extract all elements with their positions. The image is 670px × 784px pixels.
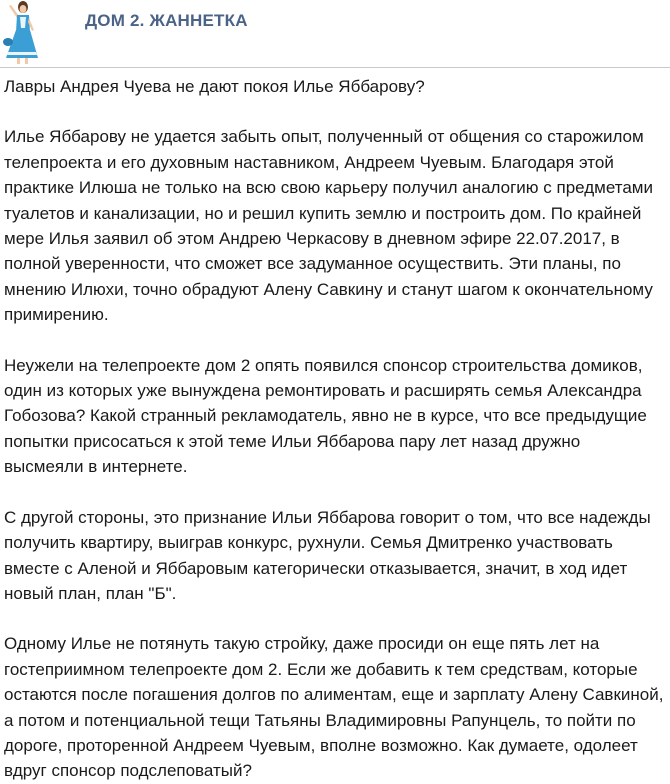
article-paragraph: Илье Яббарову не удается забыть опыт, полученный от общения со старожилом телепроекта и его духовным наставником, Андреем Чуевым. Благодаря этой практике Илюша не только на всю свою карьеру получил аналогию с предметами туалетов и канализации, но и решил купить землю и построить дом. По крайней мере Илья заявил об этом Андрею Черкасову в дневном эфире 22.07.2017, в полной уверенности, что сможет все задуманное осуществить. Эти планы, по мнению Илюхи, точно обрадуют Алену Савкину и станут шагом к окончательному примирению. [4, 127, 653, 325]
article-lead: Лавры Андрея Чуева не дают покоя Илье Яббарову? [4, 77, 425, 96]
article-paragraph: Неужели на телепроекте дом 2 опять появился спонсор строительства домиков, один из которых уже вынуждена ремонтировать и расширять семья Александра Гобозова? Какой странный рекламодатель, явно не в курсе, что все предыдущие попытки присосаться к этой теме Ильи Яббарова пару лет назад дружно высмеяли в интернете. [4, 355, 647, 477]
article-body [0, 74, 670, 784]
page-header [0, 0, 670, 70]
article-paragraph: С другой стороны, это признание Ильи Яббарова говорит о том, что все надежды получить квартиру, выиграв конкурс, рухнули. Семья Дмитренко участвовать вместе с Аленой и Яббаровым категорически отказывается, значит, в ход идет новый план, план "Б". [4, 507, 651, 603]
woman-in-blue-dress-icon [0, 0, 44, 64]
site-title[interactable]: ДОМ 2. ЖАННЕТКА [85, 11, 248, 30]
article-paragraph: Одному Илье не потянуть такую стройку, даже просиди он еще пять лет на гостеприимном телепроекте дом 2. Если же добавить к тем средствам, которые остаются после погашения долгов по алиментам, еще и зарплату Алену Савкиной, а потом и потенциальной тещи Татьяны Владимировны Рапунцель, то пойти по дороге, проторенной Андреем Чуевым, вполне возможно. Как думаете, одолеет вдруг спонсор подслеповатый? [4, 634, 664, 781]
header-divider [0, 67, 670, 68]
